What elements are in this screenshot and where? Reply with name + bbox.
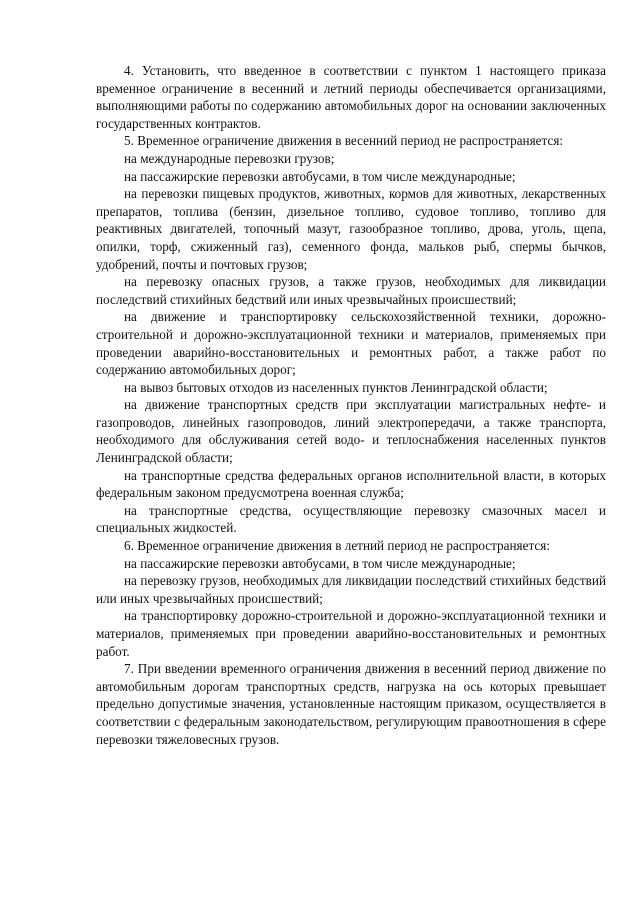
paragraph-7: 7. При введении временного ограничения движения в весенний период движение по автомобильным дорогам транспортных средств, нагрузка на ось которых превышает предельно допустимые значения, установленные настоящим приказом, осуществляется в соответствии с федеральным законодательством, регулирующим правоотношения в сфере перевозки тяжеловесных грузов. (96, 661, 606, 747)
list-item: на транспортные средства, осуществляющие перевозку смазочных масел и специальных жидкостей. (96, 502, 606, 536)
paragraph-5-heading: 5. Временное ограничение движения в весенний период не распространяется: (124, 133, 564, 149)
list-item: на перевозку опасных грузов, а также грузов, необходимых для ликвидации последствий стихийных бедствий или иных чрезвычайных происшествий; (96, 274, 606, 307)
list-item: на транспортировку дорожно-строительной и дорожно-эксплуатационной техники и материалов, применяемых при проведении аварийно-восстановительных и ремонтных работ. (96, 608, 606, 659)
paragraph-6-heading: 6. Временное ограничение движения в летний период не распространяется: (124, 538, 550, 554)
document-body (96, 62, 606, 748)
list-item: на движение и транспортировку сельскохозяйственной техники, дорожно-строительной и дорожно-эксплуатационной техники и материалов, применяемых при проведении аварийно-восстановительных и ремонтных работ, а также работ по содержанию автомобильных дорог; (96, 309, 606, 378)
list-item: на транспортные средства федеральных органов исполнительной власти, в которых федеральным законом предусмотрена военная служба; (96, 467, 606, 501)
list-item: на перевозки пищевых продуктов, животных, кормов для животных, лекарственных препаратов, топлива (бензин, дизельное топливо, судовое топливо, топливо для реактивных двигателей, топочный мазут, газообразное топливо, дрова, уголь, щепа, опилки, торф, сжиженный газ), семенного фонда, мальков рыб, спермы бычков, удобрений, почты и почтовых грузов; (96, 186, 606, 272)
paragraph-4: 4. Установить, что введенное в соответствии с пунктом 1 настоящего приказа временное ограничение в весенний и летний периоды обеспечивается организациями, выполняющими работы по содержанию автомобильных дорог на основании заключенных государственных контрактов. (96, 63, 606, 131)
list-item: на вывоз бытовых отходов из населенных пунктов Ленинградской области; (124, 379, 548, 395)
list-item: на пассажирские перевозки автобусами, в том числе международные; (124, 168, 516, 184)
list-item: на движение транспортных средств при эксплуатации магистральных нефте- и газопроводов, линейных газопроводов, линий электропередачи, а также транспорта, необходимого для обслуживания сетей водо- и теплоснабжения населенных пунктов Ленинградской области; (96, 397, 606, 466)
list-item: на международные перевозки грузов; (124, 150, 335, 166)
list-item: на перевозку грузов, необходимых для ликвидации последствий стихийных бедствий или иных чрезвычайных происшествий; (96, 573, 606, 606)
list-item: на пассажирские перевозки автобусами, в том числе международные; (124, 555, 516, 571)
